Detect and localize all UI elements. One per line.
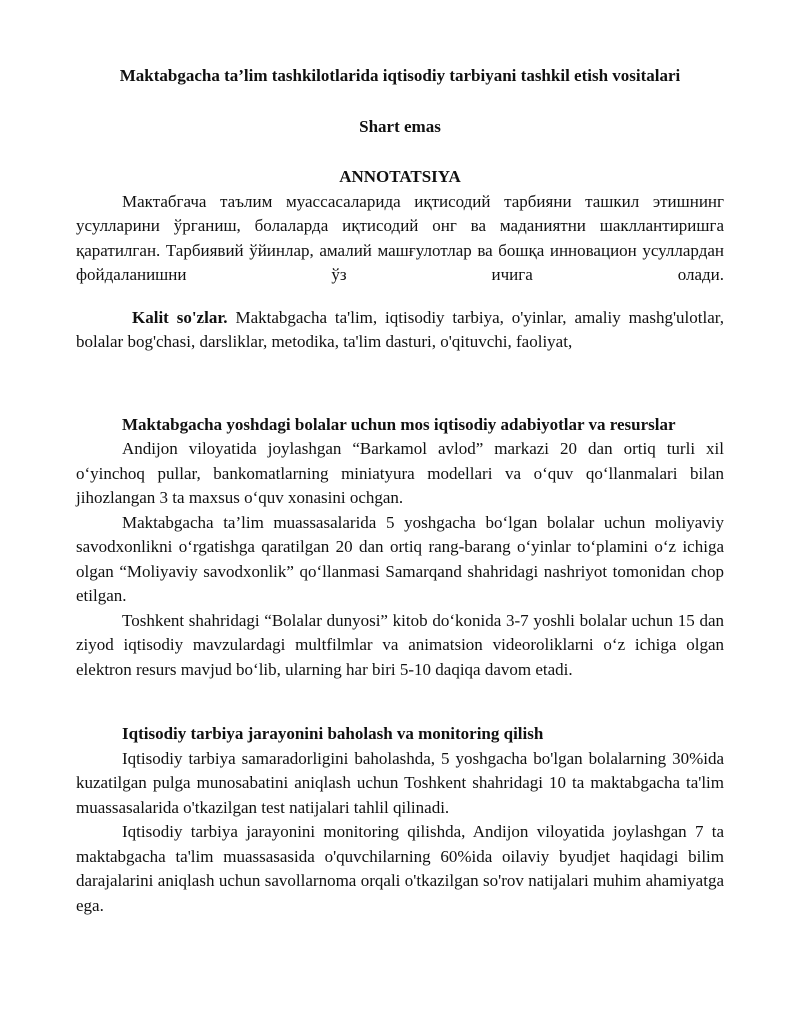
section-heading-monitoring: Iqtisodiy tarbiya jarayonini baholash va monitoring qilish [122, 724, 544, 743]
keywords-paragraph [76, 306, 724, 355]
section-heading-resources: Maktabgacha yoshdagi bolalar uchun mos iqtisodiy adabiyotlar va resurslar [122, 414, 676, 434]
section2-paragraph-1: Iqtisodiy tarbiya samaradorligini baholashda, 5 yoshgacha bo'lgan bolalarning 30%ida kuzatilgan pulga munosabatini aniqlash uchun Toshkent shahridagi 10 ta maktabgacha ta'lim muassasalarida o'tkazilgan test natijalari tahlil qilinadi. [76, 748, 724, 817]
section2-paragraph-2: Iqtisodiy tarbiya jarayonini monitoring qilishda, Andijon viloyatida joylashgan 7 ta maktabgacha ta'lim muassasasida o'quvchilarning 60%ida oilaviy byudjet haqidagi bilim darajalarini aniqlash uchun savollarnoma orqali o'tkazilgan so'rov natijalari muhim ahamiyatga ega. [76, 822, 724, 915]
annotation-text: Мактабгача таълим муассасаларида иқтисодий тарбияни ташкил этишнинг усулларини ўрганиш, болаларда иқтисодий онг ва маданиятни шакллантиришга қаратилган. Тарбиявий ўйинлар, амалий машғулотлар ва бошқа инновацион усуллардан фойдаланишни ўз ичига олади. [76, 191, 724, 284]
section1-paragraph-2: Maktabgacha ta’lim muassasalarida 5 yoshgacha bo‘lgan bolalar uchun moliyaviy savodxonlikni o‘rgatishga qaratilgan 20 dan ortiq rang-barang o‘yinlar to‘plamini o‘z ichiga olgan “Moliyaviy savodxonlik” qo‘llanmasi Samarqand shahridagi nashriyot tomonidan chop etilgan. [76, 512, 724, 605]
section1-paragraph-1: Andijon viloyatida joylashgan “Barkamol avlod” markazi 20 dan ortiq turli xil o‘yinchoq pullar, bankomatlarning miniatyura modellari va o‘quv qo‘llanmalari bilan jihozlangan 3 ta maxsus o‘quv xonasini ochgan. [76, 439, 724, 507]
document-title: Maktabgacha ta’lim tashkilotlarida iqtisodiy tarbiyani tashkil etish vositalari [119, 66, 681, 85]
keywords-label: Kalit so'zlar. [132, 307, 228, 327]
keywords-text: Maktabgacha ta'lim, iqtisodiy tarbiya, o'yinlar, amaliy mashg'ulotlar, bolalar bog'chasi, darsliklar, metodika, ta'lim dasturi, o'qituvchi, faoliyat, [76, 307, 724, 351]
document-subtitle: Shart emas [359, 116, 441, 136]
annotation-heading: ANNOTATSIYA [339, 167, 461, 186]
section1-paragraph-3: Toshkent shahridagi “Bolalar dunyosi” kitob do‘konida 3-7 yoshli bolalar uchun 15 dan ziyod iqtisodiy mavzulardagi multfilmlar va animatsion videoroliklarni o‘z ichiga olgan elektron resurs mavjud bo‘lib, ularning har biri 5-10 daqiqa davom etadi. [76, 610, 724, 679]
